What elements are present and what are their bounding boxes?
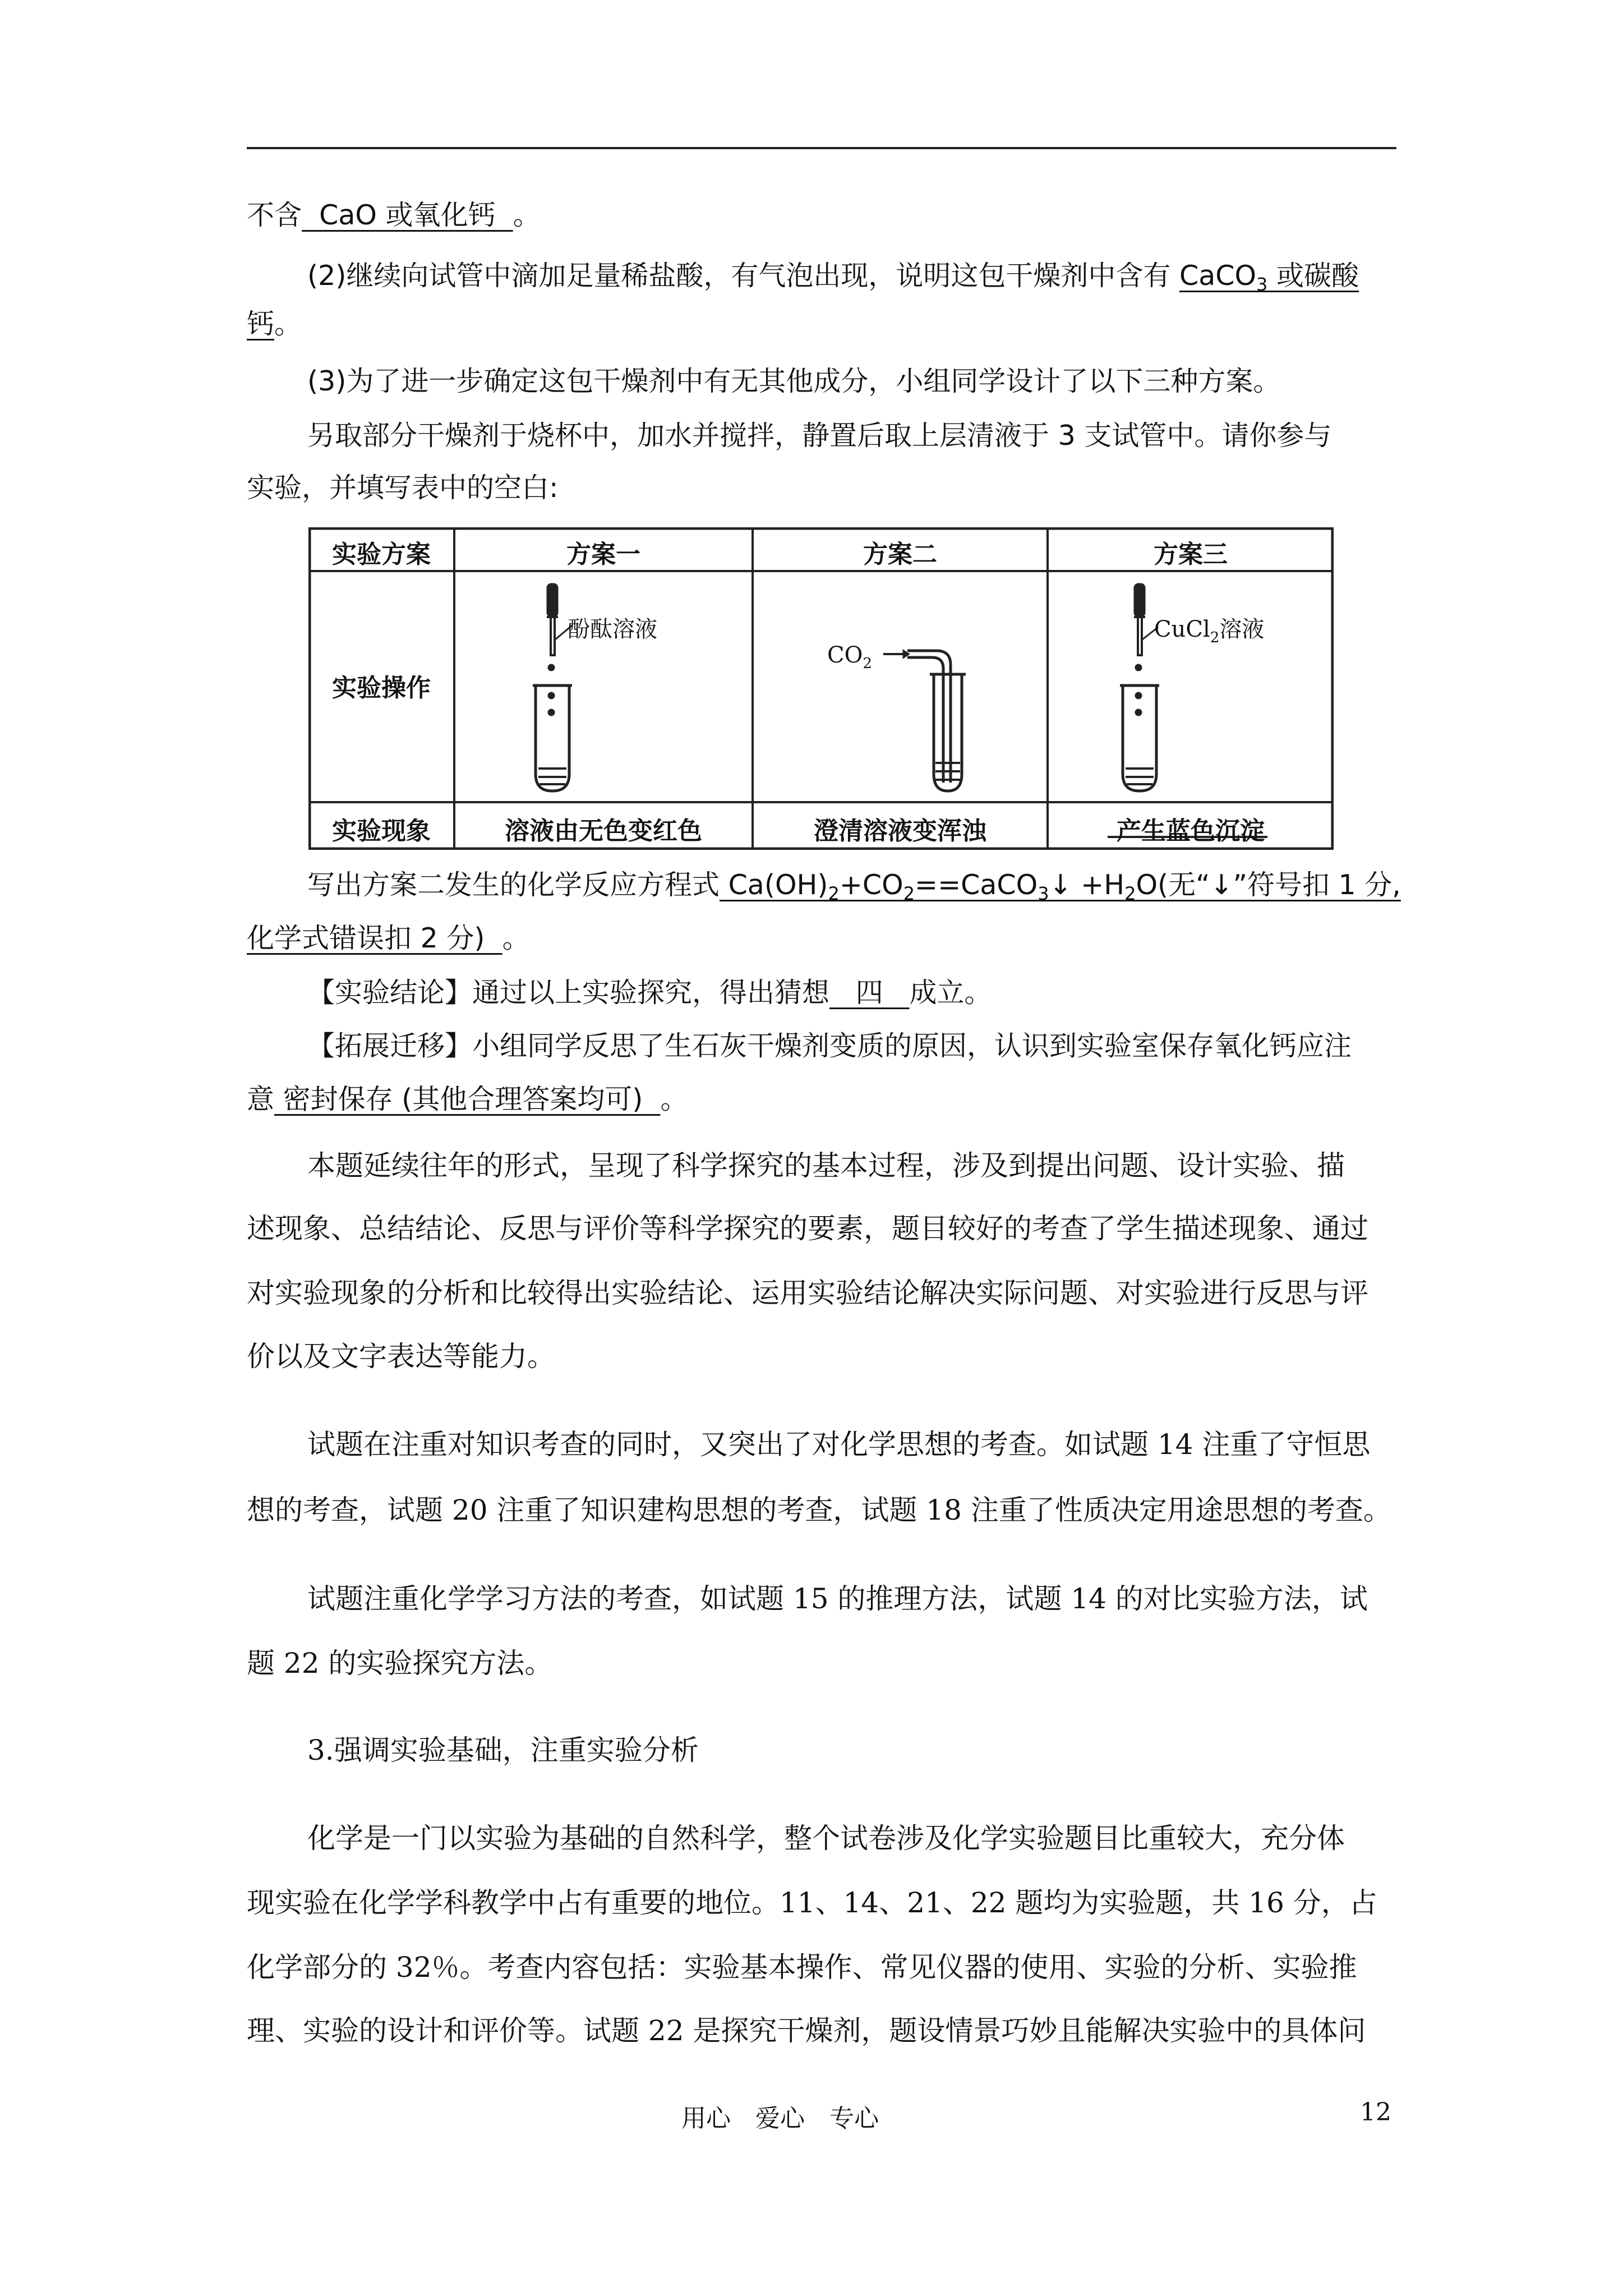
extension-line: 【拓展迁移】小组同学反思了生石灰干燥剂变质的原因，认识到实验室保存氧化钙应注	[307, 1030, 1352, 1062]
text: 意	[247, 1083, 275, 1115]
text: 。	[660, 1083, 688, 1115]
header-rule	[247, 147, 1396, 149]
text: 。	[513, 199, 541, 231]
table-header-cell: 实验方案	[332, 540, 431, 569]
test-tube-icon	[533, 665, 572, 791]
arrow-icon	[883, 650, 910, 659]
conclusion-line	[307, 970, 1463, 1015]
answer-blank: CaO 或氧化钙	[302, 199, 513, 231]
paragraph-line: 本题延续往年的形式，呈现了科学探究的基本过程，涉及到提出问题、设计实验、描	[307, 1149, 1345, 1182]
paragraph-line: 述现象、总结结论、反思与评价等科学探究的要素，题目较好的考查了学生描述现象、通过	[247, 1212, 1368, 1245]
paragraph-line: 理、实验的设计和评价等。试题 22 是探究干燥剂，题设情景巧妙且能解决实验中的具体问	[247, 2014, 1366, 2047]
text: 写出方案二发生的化学反应方程式	[307, 869, 720, 901]
instruction-line-2: 实验，并填写表中的空白:	[247, 472, 559, 504]
equation-line	[307, 863, 1463, 916]
question-3-line: (3)为了进一步确定这包干燥剂中有无其他成分，小组同学设计了以下三种方案。	[307, 365, 1281, 397]
paragraph-line: 试题在注重对知识考查的同时，又突出了对化学思想的考查。如试题 14 注重了守恒思	[307, 1428, 1371, 1461]
experiment-table	[308, 527, 1334, 850]
phenomenon-cell: 澄清溶液变浑浊	[814, 817, 986, 845]
table-header-cell: 方案三	[1154, 540, 1228, 569]
instruction-line-1: 另取部分干燥剂于烧杯中，加水并搅拌，静置后取上层清液于 3 支试管中。请你参与	[307, 420, 1332, 452]
section-heading: 3.强调实验基础，注重实验分析	[307, 1734, 699, 1766]
paragraph-line: 化学是一门以实验为基础的自然科学，整个试卷涉及化学实验题目比重较大，充分体	[307, 1822, 1345, 1855]
reagent-label: CuCl$_2$溶液	[1154, 616, 1265, 646]
answer-blank: 密封保存 (其他合理答案均可)	[274, 1083, 661, 1115]
reagent-label: $CO_2$	[827, 642, 872, 672]
paragraph-line: 试题注重化学学习方法的考查，如试题 15 的推理方法，试题 14 的对比实验方法，试	[307, 1582, 1368, 1615]
equation-line-cont	[247, 916, 1402, 961]
table-header-cell: 方案一	[566, 540, 640, 569]
page-number: 12	[1360, 2098, 1391, 2127]
paragraph-line: 化学部分的 32％。考查内容包括：实验基本操作、常见仪器的使用、实验的分析、实验推	[247, 1951, 1357, 1984]
answer-line-1	[247, 193, 1402, 238]
paragraph-line: 价以及文字表达等能力。	[247, 1340, 555, 1373]
extension-line-cont	[247, 1077, 1402, 1122]
text: 。	[274, 308, 302, 340]
text: 不含	[247, 199, 302, 231]
text: 成立。	[909, 977, 992, 1009]
question-2-line	[307, 254, 1463, 307]
test-tube-icon	[1120, 665, 1159, 791]
paragraph-line: 现实验在化学学科教学中占有重要的地位。11、14、21、22 题均为实验题，共 16 分，占	[247, 1887, 1377, 1919]
footer-motto: 用心 爱心 专心	[681, 2104, 879, 2133]
paragraph-line: 对实验现象的分析和比较得出实验结论、运用实验结论解决实际问题、对实验进行反思与评	[247, 1277, 1368, 1309]
answer-blank: CaCO$_3$ 或碳酸	[1179, 260, 1359, 295]
reagent-label: 酚酞溶液	[568, 616, 657, 642]
table-header-cell: 方案二	[863, 540, 937, 569]
answer-blank: $Ca(OH)_2+CO_2==CaCO_3↓ +H_2O$(无“↓”符号扣 1 分,	[720, 869, 1401, 904]
phenomenon-cell: 溶液由无色变红色	[505, 817, 702, 845]
phenomenon-cell: 产生蓝色沉淀	[1117, 817, 1265, 845]
text: 。	[502, 922, 530, 954]
text: 【实验结论】通过以上实验探究，得出猜想	[307, 977, 830, 1009]
answer-blank: 四	[829, 977, 910, 1009]
row-label-phenomenon: 实验现象	[332, 817, 431, 845]
answer-blank: 钙	[247, 308, 275, 340]
paragraph-line: 想的考查，试题 20 注重了知识建构思想的考查，试题 18 注重了性质决定用途思想的考查。	[247, 1494, 1391, 1526]
table-graphics	[308, 527, 1334, 850]
question-2-line-cont	[247, 302, 1402, 347]
text: (2)继续向试管中滴加足量稀盐酸，有气泡出现，说明这包干燥剂中含有	[307, 260, 1179, 292]
paragraph-line: 题 22 的实验探究方法。	[247, 1647, 553, 1680]
answer-blank: 化学式错误扣 2 分)	[247, 922, 502, 954]
row-label-operation: 实验操作	[332, 674, 431, 702]
